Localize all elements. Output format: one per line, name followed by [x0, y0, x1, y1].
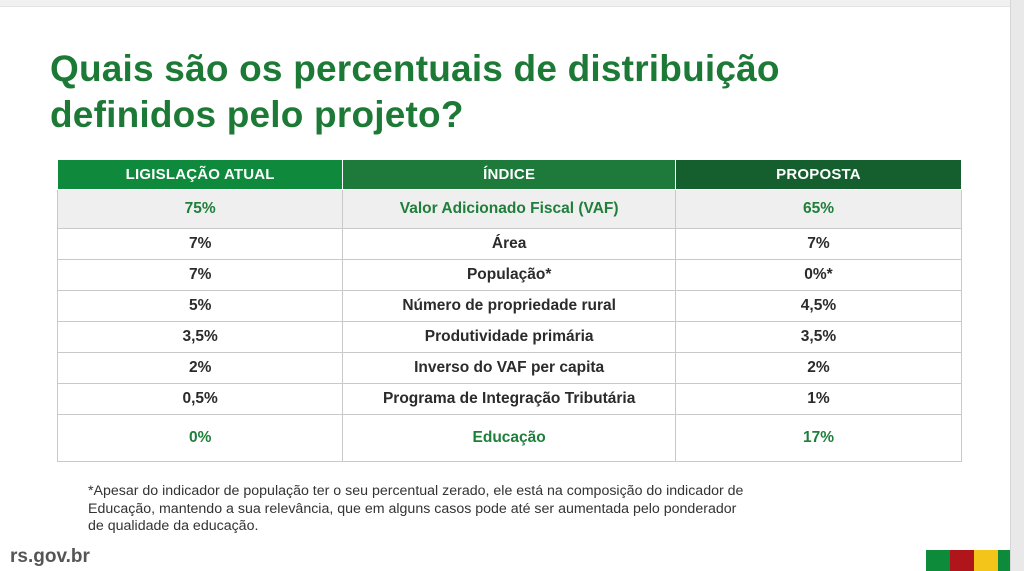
table-row	[58, 353, 962, 384]
cell-indice: Inverso do VAF per capita	[343, 353, 676, 384]
cell-atual: 75%	[58, 190, 343, 229]
header-indice: ÍNDICE	[343, 160, 676, 190]
header-legislacao-atual: LIGISLAÇÃO ATUAL	[58, 160, 343, 190]
cell-atual: 2%	[58, 353, 343, 384]
cell-indice: Educação	[343, 415, 676, 462]
title-line-2: definidos pelo projeto?	[50, 94, 464, 135]
table-row	[58, 260, 962, 291]
header-proposta: PROPOSTA	[675, 160, 961, 190]
cell-atual: 7%	[58, 260, 343, 291]
cell-indice: População*	[343, 260, 676, 291]
cell-atual: 3,5%	[58, 322, 343, 353]
cell-proposta: 65%	[675, 190, 961, 229]
cell-proposta: 7%	[675, 229, 961, 260]
cell-proposta: 4,5%	[675, 291, 961, 322]
table-row	[58, 190, 962, 229]
footnote	[88, 483, 918, 536]
cell-atual: 0%	[58, 415, 343, 462]
flag-stripe-green-end	[998, 550, 1010, 571]
footnote-line-1: *Apesar do indicador de população ter o seu percentual zerado, ele está na composição do indicador de	[88, 483, 744, 499]
cell-atual: 7%	[58, 229, 343, 260]
cell-proposta: 2%	[675, 353, 961, 384]
table-row	[58, 415, 962, 462]
cell-atual: 0,5%	[58, 384, 343, 415]
cell-proposta: 17%	[675, 415, 961, 462]
slide-top-edge	[0, 0, 1010, 7]
site-url: rs.gov.br	[10, 546, 90, 567]
cell-indice: Programa de Integração Tributária	[343, 384, 676, 415]
flag-stripe-yellow	[974, 550, 998, 571]
cell-proposta: 0%*	[675, 260, 961, 291]
cell-indice: Área	[343, 229, 676, 260]
cell-proposta: 3,5%	[675, 322, 961, 353]
cell-indice: Número de propriedade rural	[343, 291, 676, 322]
table-row	[58, 291, 962, 322]
cell-indice: Produtividade primária	[343, 322, 676, 353]
cell-proposta: 1%	[675, 384, 961, 415]
flag-stripe-red	[950, 550, 974, 571]
table-row	[58, 322, 962, 353]
title-line-1: Quais são os percentuais de distribuição	[50, 48, 780, 89]
footnote-line-2: Educação, mantendo a sua relevância, que em alguns casos pode até ser aumentada pelo ponderador	[88, 500, 737, 517]
flag-stripe-green	[926, 550, 950, 571]
window-right-edge	[1010, 0, 1024, 571]
page-title	[50, 46, 950, 138]
cell-atual: 5%	[58, 291, 343, 322]
footnote-line-3: de qualidade da educação.	[88, 518, 259, 534]
table-row	[58, 229, 962, 260]
table-header-row	[58, 160, 962, 190]
cell-indice: Valor Adicionado Fiscal (VAF)	[343, 190, 676, 229]
distribution-table	[57, 159, 962, 462]
table-row	[58, 384, 962, 415]
